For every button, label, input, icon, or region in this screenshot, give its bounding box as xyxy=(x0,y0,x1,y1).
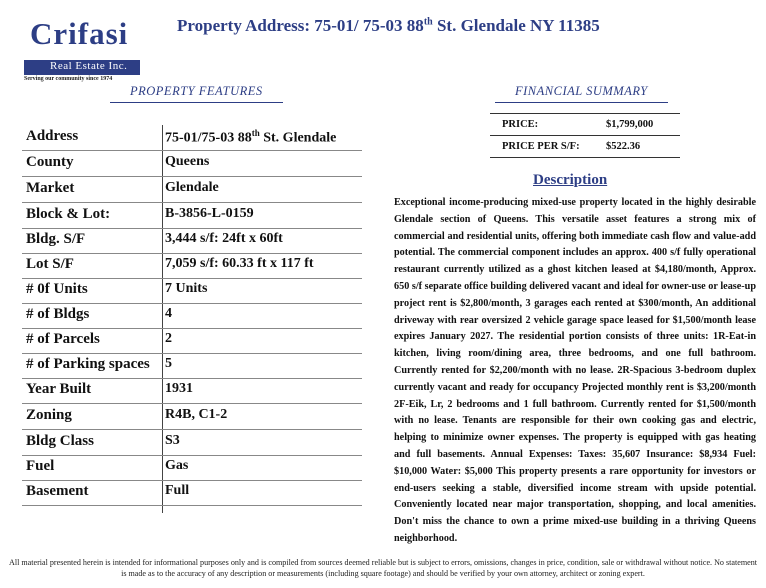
feature-label: Bldg. S/F xyxy=(26,231,86,247)
property-features-table xyxy=(22,125,362,513)
logo-tagline: Serving our community since 1974 xyxy=(24,76,113,82)
feature-label: Block & Lot: xyxy=(26,206,111,222)
price-value: $1,799,000 xyxy=(606,119,654,130)
logo-subtitle: Real Estate Inc. xyxy=(50,60,128,72)
feature-row xyxy=(22,353,362,379)
financial-summary-title: FINANCIAL SUMMARY xyxy=(515,84,648,99)
price-row xyxy=(490,113,680,136)
feature-label: Fuel xyxy=(26,458,55,474)
feature-value: Full xyxy=(165,483,190,498)
financial-summary-table xyxy=(490,113,680,158)
feature-value: 5 xyxy=(165,356,172,371)
feature-label: # of Parcels xyxy=(26,331,100,347)
feature-value: S3 xyxy=(165,433,180,448)
feature-row xyxy=(22,430,362,456)
feature-value: Glendale xyxy=(165,180,219,195)
feature-row xyxy=(22,404,362,430)
feature-row xyxy=(22,151,362,177)
feature-label: Zoning xyxy=(26,407,72,423)
property-address-heading: Property Address: 75-01/ 75-03 88th St. Glendale NY 11385 xyxy=(177,16,600,35)
feature-row xyxy=(22,378,362,404)
price-per-sf-row xyxy=(490,136,680,158)
feature-label: County xyxy=(26,154,74,170)
feature-row xyxy=(22,203,362,229)
price-per-sf-value: $522.36 xyxy=(606,141,641,152)
feature-label: Basement xyxy=(26,483,89,499)
logo-name: Crifasi xyxy=(30,16,129,51)
price-label: PRICE: xyxy=(502,119,539,130)
feature-row xyxy=(22,480,362,506)
feature-label: Lot S/F xyxy=(26,256,74,272)
feature-value: 7,059 s/f: 60.33 ft x 117 ft xyxy=(165,256,314,271)
description-text: Exceptional income-producing mixed-use property located in the highly desirable Glendale section of Queens. This versatile asset features a strong mix of commercial and residential units, offering both immediate cash flow and value-add potential. The commercial component includes an approx. 400 s/f fully operational restaurant currently utilized as a ghost kitchen leased at $4,180/month, Approx. 650 s/f separate office building delivered vacant and ideal for owner-use or lease-up project rent is $2,800/month, 3 garages each rented at $300/month, An additional driveway with rear oversized 2 vehicle garage space leased for $1,500/month lease expires January 2027. The residential portion consists of three units: 1R-Eat-in kitchen, living room/dining area, three bedrooms, and one full bathroom. Currently rented for $2,200/month with no lease. 2R-Spacious 3-bedroom duplex currently vacant and ready for occupancy Projected monthly rent is $3,200/month 2F-Eik, Lr, 2 bedrooms and 1 full bathroom. Currently rented for $1,500/month with no lease. Tenants are responsible for their own cooking gas and electric, helping to minimize owner expenses. The property is equipped with gas heating and full basements. Annual Expenses: Taxes: 35,607 Insurance: $8,934 Fuel: $10,000 Water: $5,000 This property presents a rare opportunity for investors or end-users seeking a stable, diversified income stream with upside potential. Conveniently located near major transportation, shopping, and local amenities. Don't miss the chance to own a prime mixed-use building in a thriving Queens neighborhood. xyxy=(394,197,756,544)
feature-value: 2 xyxy=(165,331,172,346)
feature-row xyxy=(22,228,362,254)
feature-value: Queens xyxy=(165,154,210,169)
company-logo xyxy=(20,10,142,80)
price-per-sf-label: PRICE PER S/F: xyxy=(502,141,580,152)
description-title: Description xyxy=(533,172,608,188)
feature-value: 7 Units xyxy=(165,281,208,296)
feature-value: 1931 xyxy=(165,381,193,396)
feature-label: # of Parking spaces xyxy=(26,356,150,372)
feature-label: Address xyxy=(26,128,79,144)
feature-value: B-3856-L-0159 xyxy=(165,206,254,221)
feature-label: Year Built xyxy=(26,381,92,397)
property-features-title: PROPERTY FEATURES xyxy=(130,84,263,99)
feature-label: # of Bldgs xyxy=(26,306,90,322)
disclaimer: All material presented herein is intended for informational purposes only and is compiled from sources deemed reliable but is subject to errors, omissions, changes in price, condition, sale or withdrawal without notice. No statement is made as to the accuracy of any description or measurements (including square footage) and should be verified by your own attorney, architect or zoning expert. xyxy=(8,558,758,578)
feature-row xyxy=(22,455,362,481)
feature-row xyxy=(22,328,362,354)
feature-label: # 0f Units xyxy=(26,281,88,297)
feature-row xyxy=(22,125,362,151)
feature-row xyxy=(22,278,362,304)
feature-value: 4 xyxy=(165,306,172,321)
feature-row xyxy=(22,253,362,279)
feature-value: R4B, C1-2 xyxy=(165,407,228,422)
feature-value: 3,444 s/f: 24ft x 60ft xyxy=(165,231,283,246)
feature-value: Gas xyxy=(165,458,189,473)
feature-label: Market xyxy=(26,180,75,196)
feature-row xyxy=(22,177,362,203)
feature-row xyxy=(22,303,362,329)
feature-value: 75-01/75-03 88th St. Glendale xyxy=(165,128,337,146)
feature-label: Bldg Class xyxy=(26,433,94,449)
